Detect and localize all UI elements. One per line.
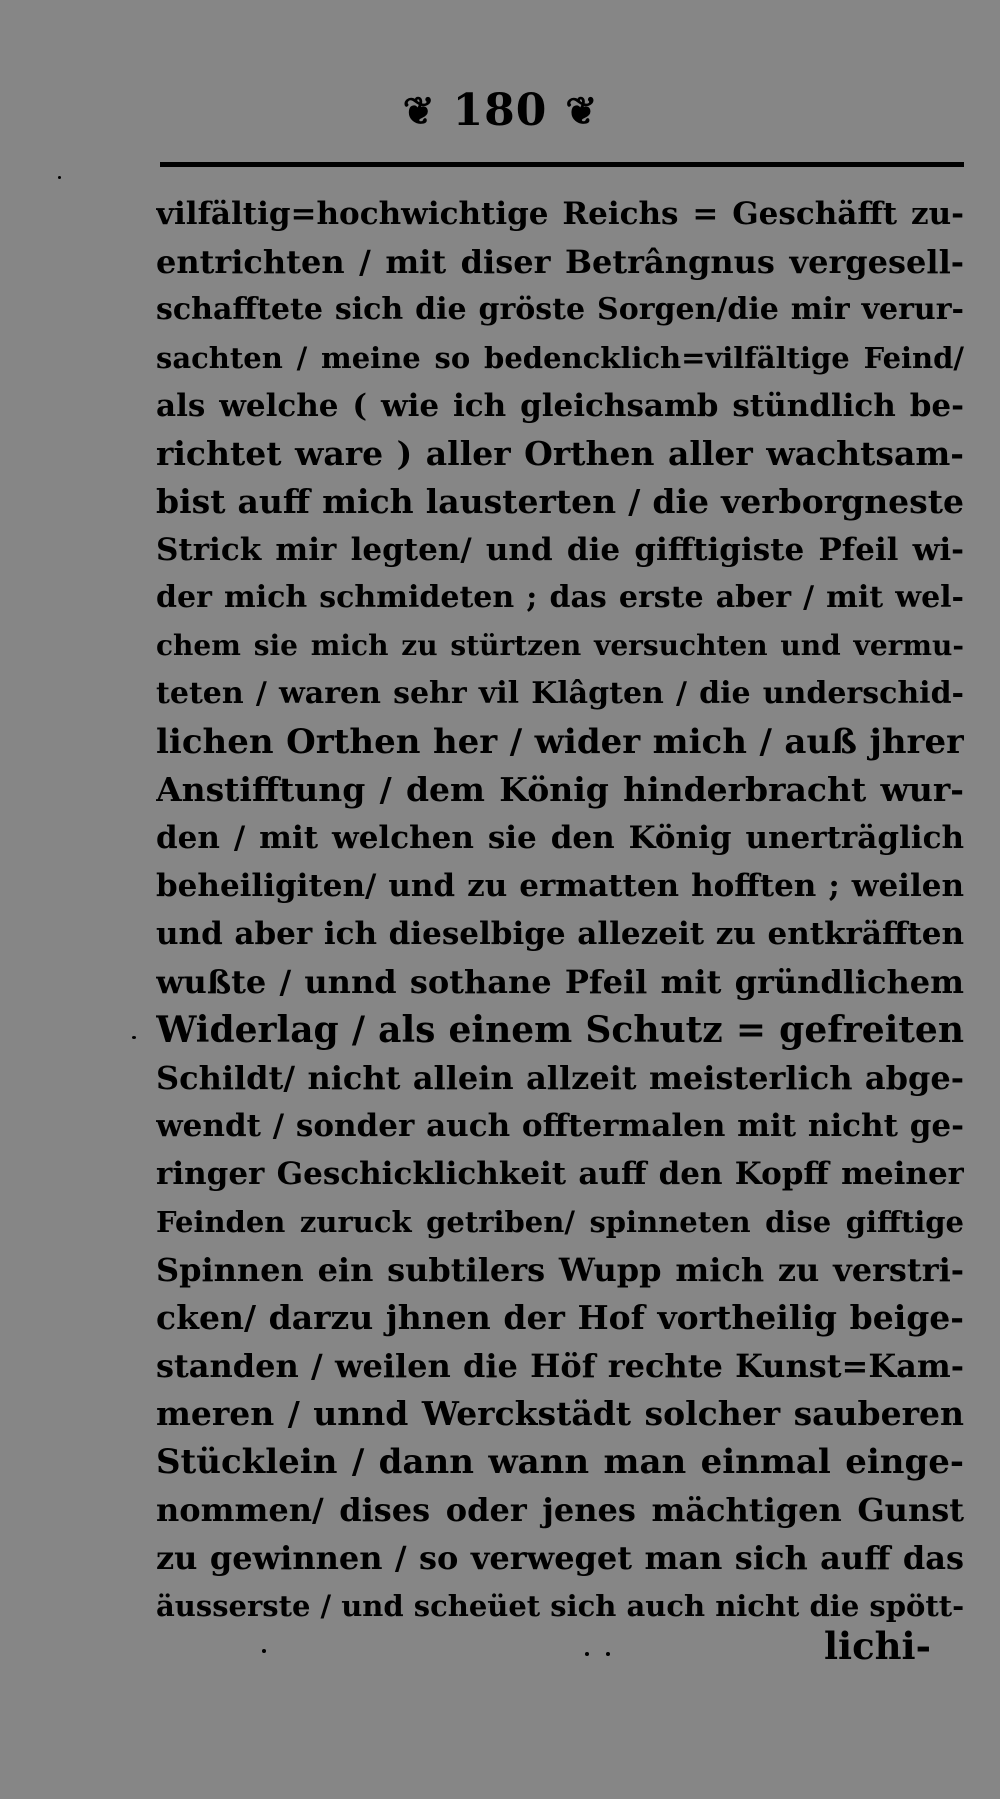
text-line: lichen Orthen her / wider mich / auß jhrer: [156, 722, 964, 762]
text-line: meren / unnd Werckstädt solcher sauberen: [156, 1394, 964, 1433]
print-speck: [132, 1036, 136, 1039]
text-line: äusserste / und scheüet sich auch nicht die spött-: [156, 1589, 964, 1623]
text-line: zu gewinnen / so verweget man sich auff das: [156, 1539, 964, 1577]
text-line: sachten / meine so bedencklich=vilfältige Feind/: [156, 341, 964, 375]
text-line: wendt / sonder auch offtermalen mit nicht ge-: [156, 1108, 964, 1144]
text-line: Feinden zuruck getriben/ spinneten dise gifftige: [156, 1205, 964, 1239]
page-header: [0, 76, 1000, 146]
text-line: der mich schmideten ; das erste aber / mit wel-: [156, 580, 964, 615]
body-text: [156, 190, 964, 1630]
text-line: vilfältig=hochwichtige Reichs = Geschäfft zu-: [156, 196, 964, 232]
text-line: richtet ware ) aller Orthen aller wachtsam-: [156, 434, 964, 473]
text-line: als welche ( wie ich gleichsamb stündlich be-: [156, 388, 964, 424]
text-line: schafftete sich die gröste Sorgen/die mir verur-: [156, 292, 964, 327]
right-ornament-icon: ❦: [565, 88, 598, 133]
text-line: ringer Geschicklichkeit auff den Kopff meiner: [156, 1156, 964, 1192]
print-speck: [606, 1652, 610, 1656]
text-line: Spinnen ein subtilers Wupp mich zu verstri-: [156, 1251, 964, 1289]
text-line: Stücklein / dann wann man einmal einge-: [156, 1442, 964, 1482]
text-line: cken/ darzu jhnen der Hof vortheilig beige-: [156, 1298, 964, 1337]
text-line: und aber ich dieselbige allezeit zu entkräfften: [156, 916, 964, 952]
text-line: bist auff mich lausterten / die verborgneste: [156, 482, 964, 521]
text-line: entrichten / mit diser Betrângnus vergesell-: [156, 243, 964, 281]
text-line: Widerlag / als einem Schutz = gefreiten: [156, 1009, 964, 1051]
text-line: den / mit welchen sie den König unerträglich: [156, 820, 964, 856]
text-line: chem sie mich zu stürtzen versuchten und vermu-: [156, 629, 964, 662]
text-line: beheiligiten/ und zu ermatten hofften ; weilen: [156, 868, 964, 904]
text-line: wußte / unnd sothane Pfeil mit gründlichem: [156, 963, 964, 1001]
text-line: Schildt/ nicht allein allzeit meisterlich abge-: [156, 1059, 964, 1097]
catchword: lichi-: [824, 1624, 931, 1668]
text-line: teten / waren sehr vil Klâgten / die underschid-: [156, 676, 964, 711]
print-speck: [585, 1652, 589, 1656]
left-ornament-icon: ❦: [402, 88, 435, 133]
print-speck: [58, 176, 61, 179]
text-line: nommen/ dises oder jenes mächtigen Gunst: [156, 1491, 964, 1529]
header-rule: [160, 162, 964, 167]
text-line: Strick mir legten/ und die gifftigiste Pfeil wi-: [156, 532, 964, 568]
text-line: Anstifftung / dem König hinderbracht wur-: [156, 770, 964, 809]
page-number: 180: [452, 85, 548, 136]
print-speck: [262, 1649, 266, 1653]
text-line: standen / weilen die Höf rechte Kunst=Kam-: [156, 1347, 964, 1385]
